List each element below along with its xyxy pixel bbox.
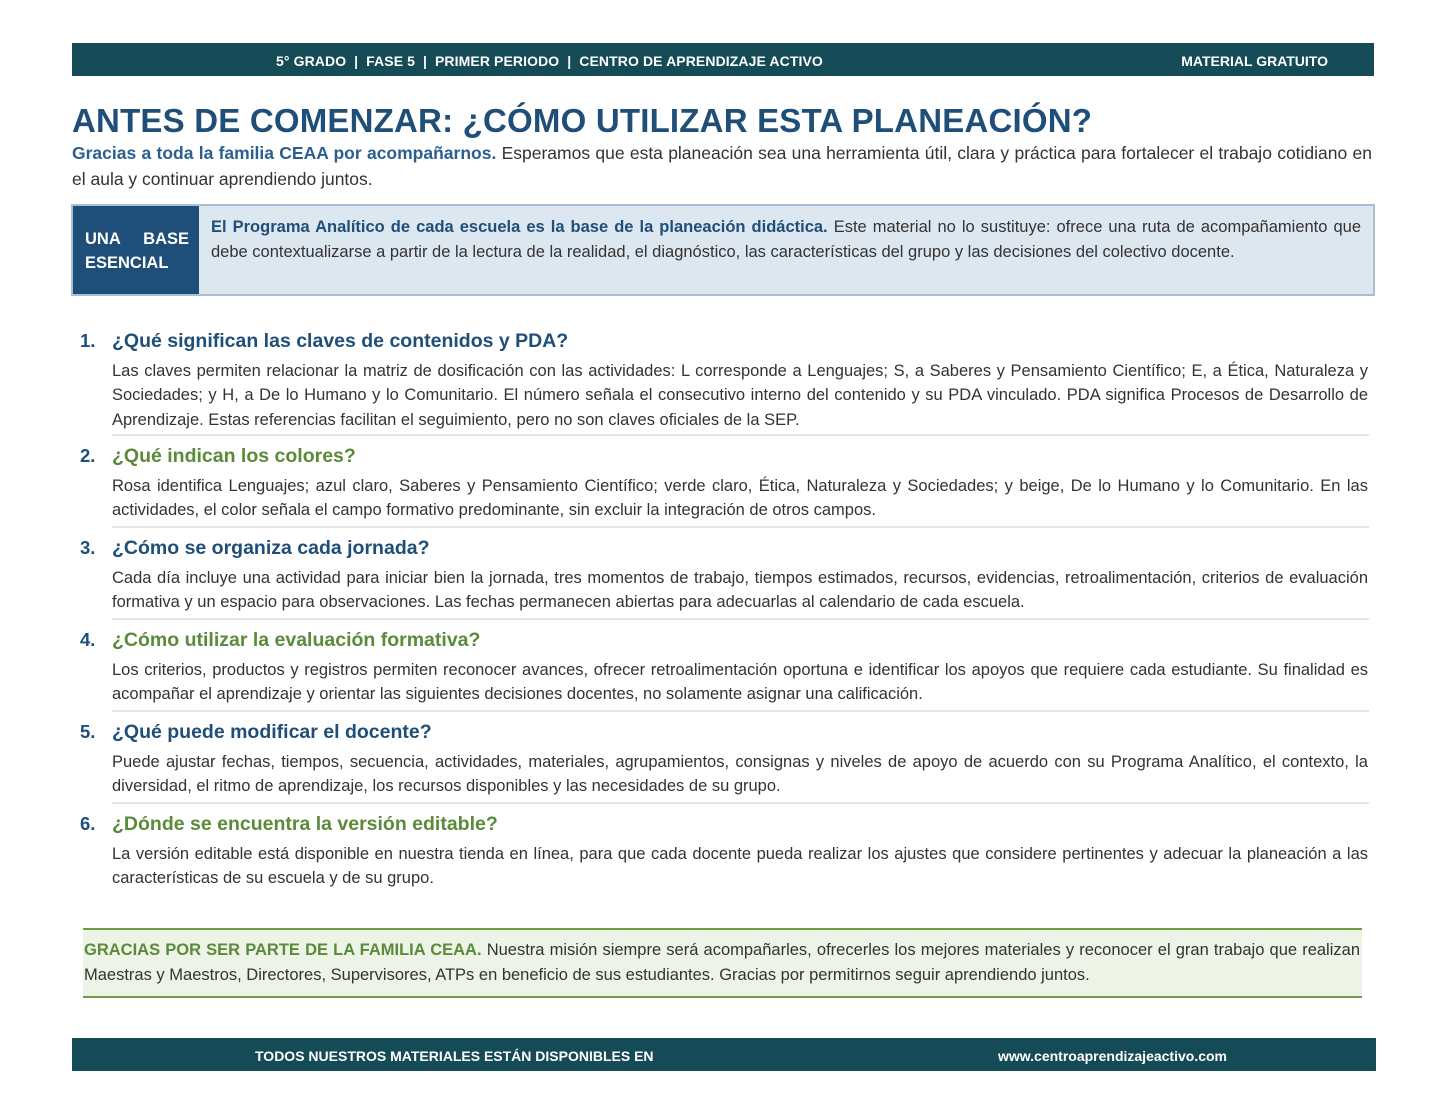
divider (112, 526, 1369, 528)
base-label-word2: BASE (143, 230, 189, 248)
question-answer: Las claves permiten relacionar la matriz de dosificación con las actividades: L corresponde a Lenguajes; S, a Saberes y Pensamiento Científico; E, a Ética, Naturaleza y Sociedades; y H, a De lo Humano y lo Comunitario. El número señala el consecutivo interno del contenido y su PDA vinculado. PDA significa Procesos de Desarrollo de Aprendizaje. Estas referencias facilitan el seguimiento, pero no son claves oficiales de la SEP. (112, 362, 1368, 429)
question-answer: Puede ajustar fechas, tiempos, secuencia, actividades, materiales, agrupamientos, consignas y niveles de apoyo de acuerdo con su Programa Analítico, el contexto, la diversidad, el ritmo de aprendizaje, los recursos disponibles y las necesidades de su grupo. (112, 753, 1368, 796)
divider (112, 710, 1369, 712)
question-number: 4. (80, 629, 96, 650)
question-answer: Los criterios, productos y registros permiten reconocer avances, ofrecer retroalimentación oportuna e identificar los apoyos que requiere cada estudiante. Su finalidad es acompañar el aprendizaje y orientar las siguientes decisiones docentes, no solamente asignar una calificación. (112, 661, 1368, 704)
question-title: ¿Qué indican los colores? (112, 445, 356, 467)
question-answer: Cada día incluye una actividad para iniciar bien la jornada, tres momentos de trabajo, tiempos estimados, recursos, evidencias, retroalimentación, criterios de evaluación formativa y un espacio para observaciones. Las fechas permanecen abiertas para adecuarlas al calendario de cada escuela. (112, 569, 1368, 612)
header-bar (72, 43, 1374, 76)
divider (112, 434, 1369, 436)
question-title: ¿Dónde se encuentra la versión editable? (112, 813, 498, 835)
question-title: ¿Qué puede modificar el docente? (112, 721, 432, 743)
base-box-highlight: El Programa Analítico de cada escuela es la base de la planeación didáctica. (211, 218, 828, 236)
question-answer: La versión editable está disponible en nuestra tienda en línea, para que cada docente pueda realizar los ajustes que considere pertinentes y adecuar la planeación a las características de su escuela y de su grupo. (112, 845, 1368, 888)
base-label-word3: ESENCIAL (85, 254, 169, 272)
thanks-box (83, 928, 1362, 998)
base-label-word1: UNA (85, 230, 121, 248)
footer-website-link[interactable]: www.centroaprendizajeactivo.com (998, 1048, 1227, 1064)
question-number: 6. (80, 813, 96, 834)
base-box-text (211, 215, 1361, 264)
question-number: 1. (80, 330, 96, 351)
question-number: 2. (80, 445, 96, 466)
header-info: 5° GRADO | FASE 5 | PRIMER PERIODO | CENTRO DE APRENDIZAJE ACTIVO (276, 53, 823, 69)
question-number: 5. (80, 721, 96, 742)
intro-text: Esperamos que esta planeación sea una herramienta útil, clara y práctica para fortalecer el trabajo cotidiano en el aula y continuar aprendiendo juntos. (72, 143, 1372, 189)
base-box (71, 204, 1375, 296)
footer-bar (72, 1038, 1376, 1071)
thanks-highlight: GRACIAS POR SER PARTE DE LA FAMILIA CEAA. (84, 941, 482, 959)
divider (112, 618, 1369, 620)
thanks-body: Nuestra misión siempre será acompañarles, ofrecerles los mejores materiales y reconocer el gran trabajo que realizan Maestras y Maestros, Directores, Supervisores, ATPs en beneficio de sus estudiantes. Gracias por permitirnos seguir aprendiendo juntos. (84, 941, 1360, 984)
base-box-label (73, 206, 199, 294)
intro-highlight: Gracias a toda la familia CEAA por acompañarnos. (72, 143, 497, 163)
intro-paragraph (72, 140, 1372, 192)
footer-text: TODOS NUESTROS MATERIALES ESTÁN DISPONIBLES EN (255, 1048, 654, 1064)
base-box-body: Este material no lo sustituye: ofrece una ruta de acompañamiento que debe contextualizarse a partir de la lectura de la realidad, el diagnóstico, las características del grupo y las decisiones del colectivo docente. (211, 218, 1362, 261)
thanks-text (84, 938, 1360, 987)
header-badge: MATERIAL GRATUITO (1181, 53, 1328, 69)
question-title: ¿Cómo se organiza cada jornada? (112, 537, 430, 559)
divider (112, 802, 1369, 804)
question-title: ¿Qué significan las claves de contenidos y PDA? (112, 330, 569, 352)
page-title: ANTES DE COMENZAR: ¿CÓMO UTILIZAR ESTA PLANEACIÓN? (72, 102, 1093, 139)
question-title: ¿Cómo utilizar la evaluación formativa? (112, 629, 481, 651)
question-number: 3. (80, 537, 96, 558)
question-answer: Rosa identifica Lenguajes; azul claro, Saberes y Pensamiento Científico; verde claro, Ética, Naturaleza y Sociedades; y beige, De lo Humano y lo Comunitario. En las actividades, el color señala el campo formativo predominante, sin excluir la integración de otros campos. (112, 477, 1368, 520)
